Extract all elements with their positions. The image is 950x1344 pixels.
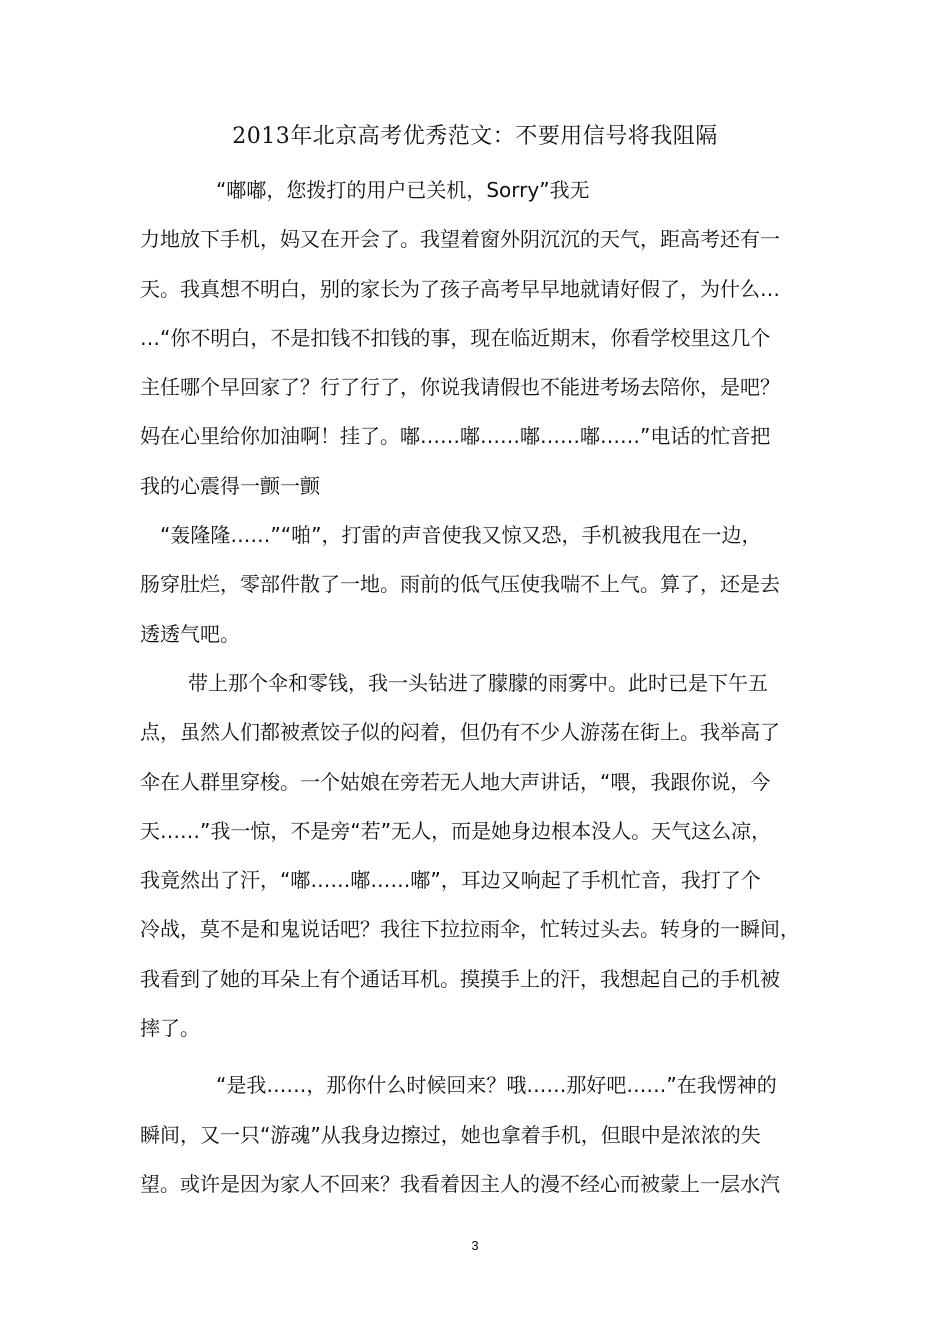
page-number: 3 bbox=[471, 1238, 479, 1253]
text-line: 伞在人群里穿梭。一个姑娘在旁若无人地大声讲话，“喂，我跟你说，今 bbox=[140, 769, 771, 794]
text-line: “嘟嘟，您拨打的用户已关机，Sorry”我无 bbox=[216, 178, 590, 202]
text-line: “是我……，那你什么时候回来？哦……那好吧……”在我愣神的 bbox=[216, 1073, 777, 1098]
text-line: 妈在心里给你加油啊！挂了。嘟……嘟……嘟……嘟……”电话的忙音把 bbox=[140, 424, 771, 449]
text-line: 带上那个伞和零钱，我一头钻进了朦朦的雨雾中。此时已是下午五 bbox=[188, 670, 768, 695]
text-line: 我看到了她的耳朵上有个通话耳机。摸摸手上的汗，我想起自己的手机被 bbox=[140, 966, 780, 991]
essay-body bbox=[140, 166, 826, 1209]
text-line: 我竟然出了汗，“嘟……嘟……嘟”，耳边又响起了手机忙音，我打了个 bbox=[140, 868, 761, 893]
text-line: 力地放下手机，妈又在开会了。我望着窗外阴沉沉的天气，距高考还有一 bbox=[140, 227, 780, 252]
text-line: …“你不明白，不是扣钱不扣钱的事，现在临近期末，你看学校里这几个 bbox=[140, 325, 771, 350]
essay-title: 2013年北京高考优秀范文：不要用信号将我阻隔 bbox=[232, 124, 718, 149]
paragraph-gap bbox=[140, 1053, 826, 1061]
text-line: 望。或许是因为家人不回来？我看着因主人的漫不经心而被蒙上一层水汽 bbox=[140, 1171, 780, 1196]
text-line: 摔了。 bbox=[140, 1016, 200, 1041]
text-line: 点，虽然人们都被煮饺子似的闷着，但仍有不少人游荡在街上。我举高了 bbox=[140, 720, 780, 745]
text-line: 我的心震得一颤一颤 bbox=[140, 473, 320, 498]
text-line: 天。我真想不明白，别的家长为了孩子高考早早地就请好假了，为什么… bbox=[140, 276, 780, 301]
text-line: 肠穿肚烂，零部件散了一地。雨前的低气压使我喘不上气。算了，还是去 bbox=[140, 572, 780, 597]
text-line: 透透气吧。 bbox=[140, 621, 240, 646]
text-line: “轰隆隆……”“啪”，打雷的声音使我又惊又恐，手机被我甩在一边， bbox=[160, 523, 762, 548]
text-line: 主任哪个早回家了？行了行了，你说我请假也不能进考场去陪你，是吧？ bbox=[140, 375, 780, 400]
text-line: 天……”我一惊，不是旁“若”无人，而是她身边根本没人。天气这么凉， bbox=[140, 818, 772, 843]
text-line: 冷战，莫不是和鬼说话吧？我往下拉拉雨伞，忙转过头去。转身的一瞬间， bbox=[140, 917, 800, 942]
text-line: 瞬间，又一只“游魂”从我身边擦过，她也拿着手机，但眼中是浓浓的失 bbox=[140, 1122, 761, 1147]
